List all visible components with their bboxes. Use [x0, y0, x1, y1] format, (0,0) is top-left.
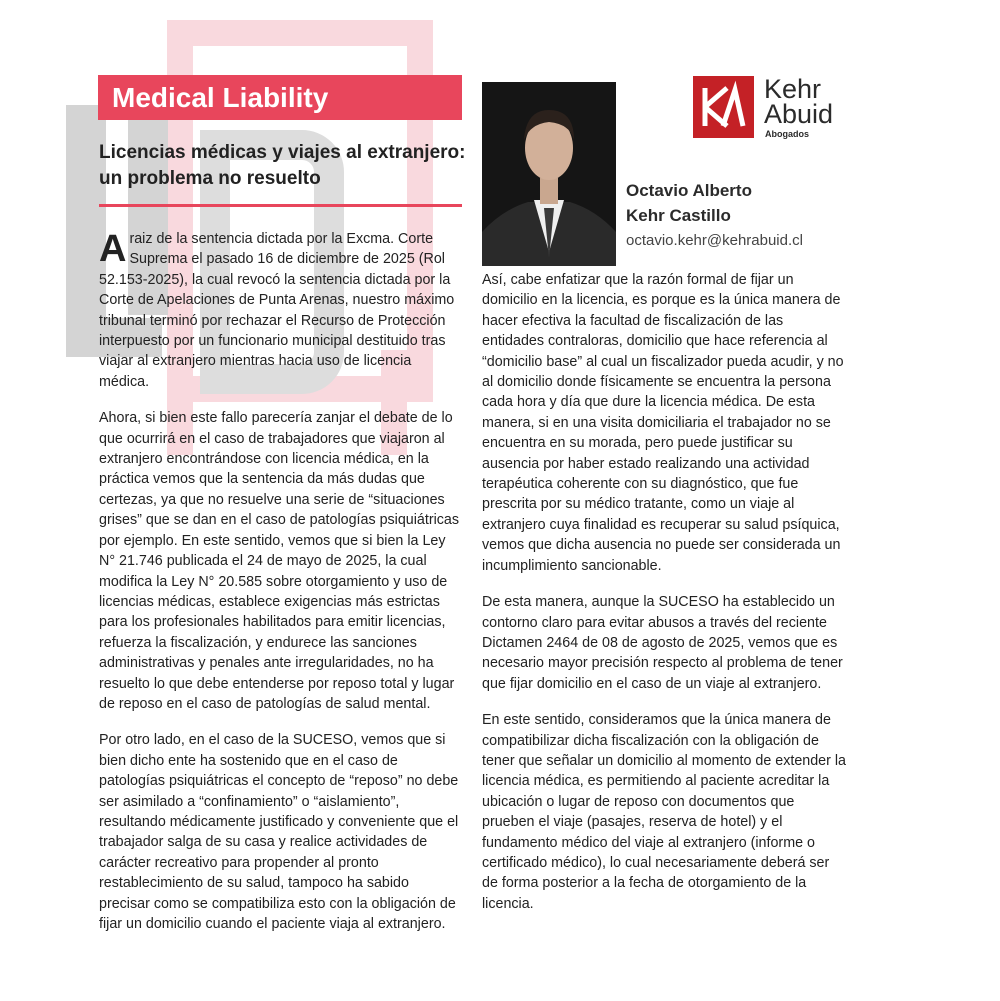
paragraph-5: De esta manera, aunque la SUCESO ha establecido un contorno claro para evitar abusos a través del reciente Dictamen 2464 de 08 de agosto de 2025, vemos que es necesario mayor precisión respecto al problema de tener que fijar domicilio en el caso de un viaje al extranjero.: [482, 594, 843, 692]
article-column-left: [99, 229, 463, 950]
drop-cap: A: [99, 228, 127, 270]
paragraph-4: Así, cabe enfatizar que la razón formal de fijar un domicilio en la licencia, es porque es la única manera de hacer efectiva la facultad de fiscalización de las entidades contraloras, domicilio que hace referencia al “domicilio base” al cual un fiscalizador pueda acudir, y no al domicilio donde físicamente se encuentra la persona cada hora y día que dure la licencia médica. De esta manera, si en una visita domiciliaria el trabajador no se encuentra en su morada, pero puede justificar su ausencia por haber estado realizando una actividad terapéutica coherente con su diagnóstico, que fue prescrita por su médico tratante, como un viaje al extranjero cuya finalidad es recuperar su salud psíquica, vemos que dicha ausencia no puede ser considerada un incumplimiento sancionable.: [482, 272, 844, 574]
paragraph-6: En este sentido, consideramos que la única manera de compatibilizar dicha fiscalización con la obligación de tener que señalar un domicilio al momento de extender la licencia médica, es permitiendo al paciente acreditar la ubicación o lugar de reposo con documentos que prueben el viaje (pasajes, reserva de hotel) y el fundamento médico del viaje al extranjero (informe o certificado médico), lo cual necesariamente deberá ser de forma posterior a la fecha de otorgamiento de la licencia.: [482, 712, 846, 912]
author-email[interactable]: octavio.kehr@kehrabuid.cl: [626, 232, 803, 249]
logo-word-kehr: Kehr: [764, 74, 822, 104]
paragraph-2: Ahora, si bien este fallo parecería zanjar el debate de lo que ocurrirá en el caso de trabajadores que viajaron al extranjero encontrándose con licencia médica, en la práctica vemos que la sentencia da más dudas que certezas, ya que no resuelve una serie de “situaciones grises” que se dan en el caso de patologías psiquiátricas por ejemplo. En este sentido, vemos que si bien la Ley N° 21.746 publicada el 24 de mayo de 2025, la cual modifica la Ley N° 20.585 sobre otorgamiento y uso de licencias médicas, establece exigencias más estrictas para los profesionales habilitados para emitir licencias, refuerza la fiscalización, y endurece las sanciones administrativas y penales ante irregularidades, no ha resuelto lo que debe entenderse por reposo total y lugar de reposo en el caso de patologías de salud mental.: [99, 410, 460, 712]
logo-word-abogados: Abogados: [765, 129, 809, 139]
logo-word-abuid: Abuid: [764, 99, 834, 129]
paragraph-1: Araiz de la sentencia dictada por la Excma. Corte Suprema el pasado 16 de diciembre de 2025 (Rol 52.153-2025), la cual revocó la sentencia dictada por la Corte de Apelaciones de Punta Arenas, nuestro máximo tribunal terminó por rechazar el Recurso de Protección interpuesto por un funcionario municipal destituido tras viajar al extranjero mientras hacia uso de licencia médica.: [99, 228, 455, 390]
title-divider: [99, 204, 462, 207]
article-column-right: [482, 270, 848, 930]
section-banner: Medical Liability: [98, 75, 462, 120]
article-title: Licencias médicas y viajes al extranjero: un problema no resuelto: [99, 142, 466, 189]
paragraph-3: Por otro lado, en el caso de la SUCESO, vemos que si bien dicho ente ha sostenido que en el caso de patologías psiquiátricas el concepto de “reposo” no debe ser asimilado a “confinamiento” o “aislamiento”, resultando médicamente justificado y conveniente que el trabajador salga de su casa y realice actividades de carácter recreativo para propender al pronto restablecimiento de su salud, tampoco ha sabido precisar como se compatibiliza esto con la obligación de fijar un domicilio cuando el paciente viaja al extranjero.: [99, 732, 459, 932]
logo-mark-icon: [693, 76, 754, 138]
author-name: Octavio Alberto Kehr Castillo: [626, 181, 752, 225]
firm-logo: [693, 76, 853, 140]
author-photo: [482, 82, 616, 266]
